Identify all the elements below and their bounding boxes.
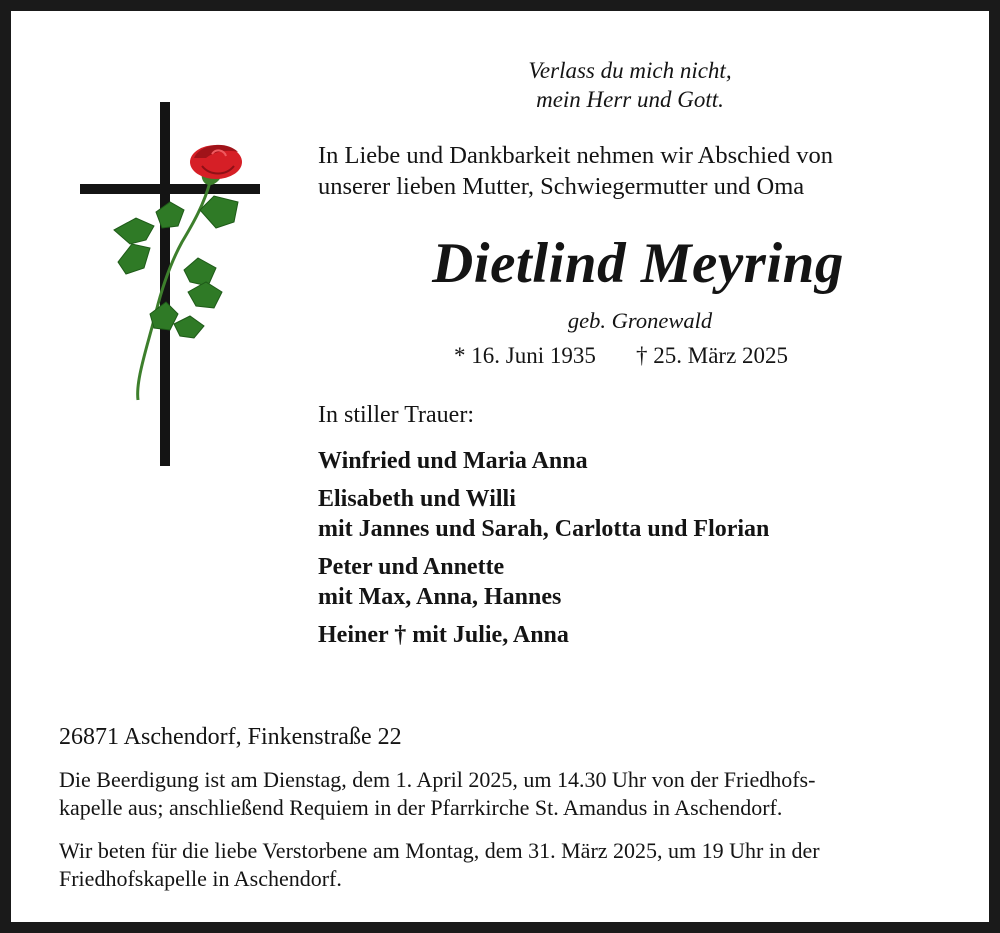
cross-with-rose-illustration bbox=[66, 92, 276, 482]
funeral-line: kapelle aus; anschließend Requiem in der Pfarrkirche St. Amandus in Aschendorf. bbox=[59, 795, 783, 820]
family-line: mit Max, Anna, Hannes bbox=[318, 584, 562, 610]
death-date: † 25. März 2025 bbox=[636, 343, 789, 368]
family-list bbox=[318, 446, 958, 658]
prayer-line: Friedhofskapelle in Aschendorf. bbox=[59, 866, 342, 891]
family-group bbox=[318, 446, 958, 476]
bible-verse bbox=[430, 56, 830, 114]
family-line: mit Jannes und Sarah, Carlotta und Florian bbox=[318, 516, 770, 542]
intro-line: In Liebe und Dankbarkeit nehmen wir Abschied von bbox=[318, 142, 834, 169]
prayer-line: Wir beten für die liebe Verstorbene am Montag, dem 31. März 2025, um 19 Uhr in der bbox=[59, 838, 820, 863]
deceased-name: Dietlind Meyring bbox=[432, 232, 844, 295]
family-group bbox=[318, 552, 958, 612]
verse-line: mein Herr und Gott. bbox=[536, 87, 724, 112]
funeral-details bbox=[59, 766, 959, 822]
mourning-label: In stiller Trauer: bbox=[318, 402, 474, 428]
family-group bbox=[318, 620, 958, 650]
family-line: Peter und Annette bbox=[318, 554, 505, 580]
family-line: Winfried und Maria Anna bbox=[318, 448, 588, 474]
intro-line: unserer lieben Mutter, Schwiegermutter und Oma bbox=[318, 173, 805, 200]
funeral-line: Die Beerdigung ist am Dienstag, dem 1. April 2025, um 14.30 Uhr von der Friedhofs- bbox=[59, 767, 816, 792]
mourning-address: 26871 Aschendorf, Finkenstraße 22 bbox=[59, 724, 402, 750]
farewell-intro bbox=[318, 140, 958, 202]
maiden-name: geb. Gronewald bbox=[567, 308, 713, 333]
ivy-leaves-icon bbox=[114, 196, 238, 338]
family-line: Elisabeth und Willi bbox=[318, 486, 516, 512]
prayer-details bbox=[59, 837, 959, 893]
family-line: Heiner † mit Julie, Anna bbox=[318, 622, 569, 648]
family-group bbox=[318, 484, 958, 544]
birth-date: * 16. Juni 1935 bbox=[454, 343, 596, 368]
rose-bloom-icon bbox=[190, 145, 242, 185]
verse-line: Verlass du mich nicht, bbox=[528, 58, 732, 83]
